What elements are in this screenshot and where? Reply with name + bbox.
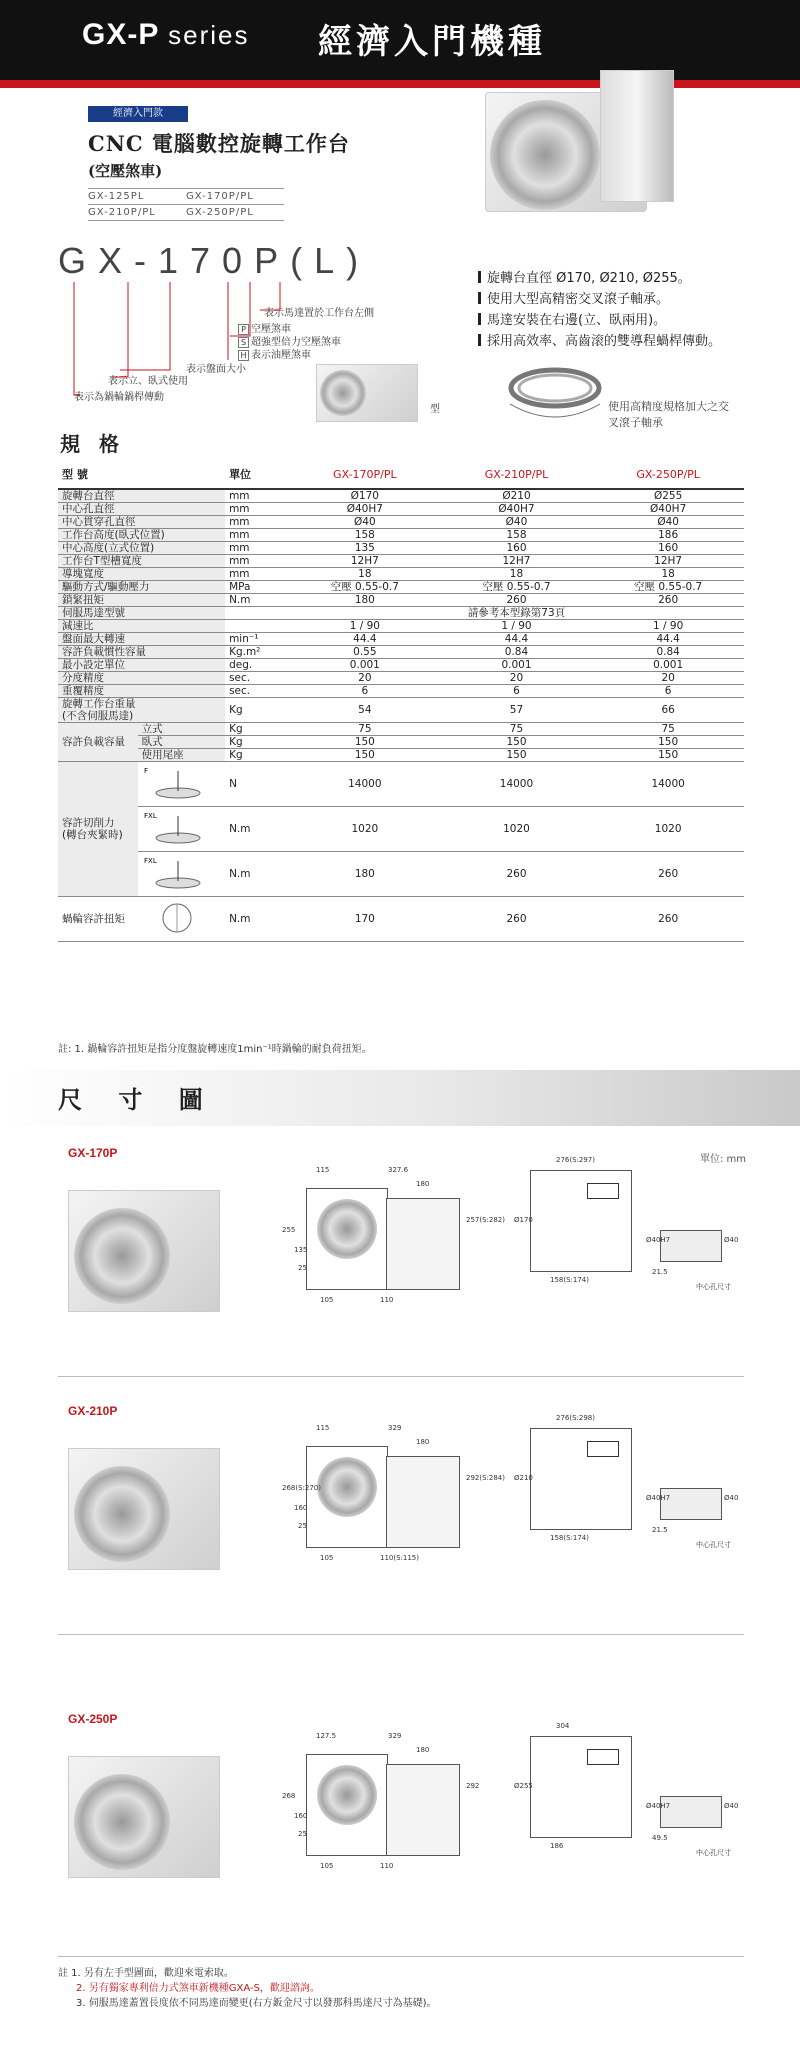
spec-unit: mm [225,503,289,516]
spec-name: 鎖緊扭矩 [58,594,225,607]
header-model-170: GX-170P/PL [289,462,441,489]
spec-row [58,489,744,503]
spec-title: 規 格 [60,432,125,456]
spec-value: 0.84 [441,646,593,659]
force-label: FXL [143,811,157,820]
dim-top-2: 329 [388,1424,402,1432]
spec-row [58,698,744,723]
spec-value: 6 [592,685,744,698]
spec-value: 12H7 [289,555,441,568]
spec-row [58,620,744,633]
dim-hole-through: Ø40 [724,1236,739,1244]
dim-side-bottom: 158(S:174) [550,1276,589,1284]
dims-unit: 單位: mm [700,1154,747,1165]
dim-left-3: 25 [298,1264,307,1272]
force-diagram [138,807,225,852]
dim-top-3: 180 [416,1438,430,1446]
dim-separator [58,1634,744,1635]
spec-unit: mm [225,489,289,503]
spec-value: 160 [441,542,593,555]
spec-value: 150 [289,736,441,749]
dim-center-label: 中心孔尺寸 [696,1283,731,1291]
dim-right-height: 292 [466,1782,480,1790]
dim-top-1: 127.5 [316,1732,337,1740]
legend-worm: 表示為鍋輪鍋桿傳動 [74,392,164,403]
worm-name: 蝸輪容許扭矩 [58,897,138,942]
dim-product-disc [74,1208,170,1304]
dim-center-label: 中心孔尺寸 [696,1849,731,1857]
spec-value: 180 [289,594,441,607]
model-cell: GX-210P/PL [88,207,156,218]
legend-size: 表示盤面大小 [186,364,246,375]
small-product-disc [320,370,366,416]
spec-value: 44.4 [592,633,744,646]
spec-value: 1 / 90 [592,620,744,633]
dim-product-disc [74,1466,170,1562]
spec-value: Ø40 [289,516,441,529]
spec-row [58,646,744,659]
spec-name: 中心孔直徑 [58,503,225,516]
spec-unit: Kg [225,749,289,762]
spec-name: 重覆精度 [58,685,225,698]
spec-row [58,529,744,542]
spec-value: Ø40H7 [592,503,744,516]
spec-unit: Kg [225,698,289,723]
footer-note-3: 3. 伺服馬達蓋置長度依不同馬達而變更(右方鈑金尺寸以發那科馬達尺寸為基礎)。 [76,1998,437,2009]
feature-item: 使用大型高精密交叉滾子軸承。 [478,289,721,310]
spec-name: 旋轉台直徑 [58,489,225,503]
force-icon [142,808,212,848]
spec-value: 空壓 0.55-0.7 [441,581,593,594]
spec-value: 44.4 [289,633,441,646]
dim-left-1: 268(S:270) [282,1484,321,1492]
spec-name: 中心貫穿孔直徑 [58,516,225,529]
weight-name: 旋轉工作台重量 [62,698,136,710]
spec-unit [225,620,289,633]
spec-value: Ø255 [592,489,744,503]
dim-motor-view [386,1764,460,1856]
dim-separator [58,1376,744,1377]
spec-value: 44.4 [441,633,593,646]
spec-name: 中心高度(立式位置) [58,542,225,555]
spec-name: 驅動方式/驅動壓力 [58,581,225,594]
model-code: GX-170P(L) [58,240,371,281]
header-model: 型 號 [58,462,225,489]
spec-value: 150 [441,749,593,762]
spec-unit: mm [225,529,289,542]
spec-value: 150 [289,749,441,762]
spec-row [58,659,744,672]
dim-nameplate [587,1441,619,1457]
dim-side-view [530,1170,632,1272]
dim-front-disc [317,1457,377,1517]
dim-front-view [306,1188,388,1290]
spec-value: 1 / 90 [289,620,441,633]
dim-top-2: 327.6 [388,1166,409,1174]
legend-motor-left: 表示馬達置於工作台左側 [264,308,374,319]
model-cell: GX-250P/PL [186,207,254,218]
spec-name: 減速比 [58,620,225,633]
spec-name: 工作台T型槽寬度 [58,555,225,568]
dim-left-2: 135 [294,1246,308,1254]
spec-name: 分度精度 [58,672,225,685]
dim-center-label: 中心孔尺寸 [696,1541,731,1549]
spec-value: 6 [441,685,593,698]
spec-value: Ø40H7 [289,503,441,516]
page-title: 經濟入門機種 [318,22,546,62]
dim-top-2: 329 [388,1732,402,1740]
spec-value: 18 [441,568,593,581]
feature-list [478,268,721,352]
spec-unit: mm [225,568,289,581]
dim-side-width: 276(S:298) [556,1414,595,1422]
spec-unit: mm [225,542,289,555]
dim-diameter: Ø210 [514,1474,533,1482]
spec-unit: N.m [225,852,289,897]
cut-name-1: 容許切削力 [62,817,115,829]
spec-unit: sec. [225,685,289,698]
spec-value: 20 [592,672,744,685]
dim-left-1: 268 [282,1792,296,1800]
dim-hole-dia: Ø40H7 [646,1236,671,1244]
spec-row [58,555,744,568]
spec-row [58,685,744,698]
dim-hole-depth: 49.5 [652,1834,668,1842]
legend-s-box: S [238,337,249,348]
spec-row [58,749,744,762]
load-sub: 使用尾座 [138,749,225,762]
spec-row [58,897,744,942]
spec-value: 170 [289,897,441,942]
dim-hole-view [660,1230,722,1262]
series-word: series [168,20,250,50]
spec-unit: N [225,762,289,807]
feature-item: 旋轉台直徑 Ø170, Ø210, Ø255。 [478,268,721,289]
spec-unit [225,607,289,620]
force-icon [142,763,212,803]
spec-name: 盤面最大轉速 [58,633,225,646]
spec-value: 1 / 90 [441,620,593,633]
spec-header-row [58,462,744,489]
spec-value: 20 [289,672,441,685]
dim-motor-view [386,1198,460,1290]
spec-unit: sec. [225,672,289,685]
spec-unit: Kg.m² [225,646,289,659]
spec-value: 150 [441,736,593,749]
legend-h-box: H [238,350,249,361]
spec-value: 186 [592,529,744,542]
spec-table [58,462,744,942]
spec-value: 158 [289,529,441,542]
load-sub: 臥式 [138,736,225,749]
dim-left-1: 255 [282,1226,296,1234]
force-diagram [138,852,225,897]
spec-row [58,852,744,897]
dim-side-bottom: 158(S:174) [550,1534,589,1542]
spec-value: 14000 [441,762,593,807]
dim-top-3: 180 [416,1180,430,1188]
spec-unit: deg. [225,659,289,672]
spec-value: Ø40 [441,516,593,529]
dim-bottom-1: 105 [320,1554,334,1562]
product-subtitle: (空壓煞車) [88,162,163,180]
worm-diagram [138,897,225,942]
spec-value: 0.84 [592,646,744,659]
dim-front-view [306,1446,388,1548]
worm-icon [142,898,212,938]
spec-value: 260 [592,897,744,942]
spec-row [58,672,744,685]
dim-bottom-2: 110 [380,1296,394,1304]
spec-row [58,736,744,749]
spec-unit: Kg [225,736,289,749]
spec-note: 註: 1. 鍋輪容許扭矩是指分度盤旋轉速度1min⁻¹時鍋輪的耐負荷扭矩。 [58,1044,372,1055]
bearing-label: 使用高精度規格加大之交叉滾子軸承 [608,400,729,429]
spec-row [58,633,744,646]
spec-value: 14000 [289,762,441,807]
dim-hole-depth: 21.5 [652,1526,668,1534]
force-icon [142,853,212,893]
dim-product-disc [74,1774,170,1870]
dim-nameplate [587,1183,619,1199]
dim-motor-view [386,1456,460,1548]
spec-value: 12H7 [441,555,593,568]
spec-value: 66 [592,698,744,723]
product-photo-body [600,70,674,202]
spec-value: 260 [592,852,744,897]
spec-value: 180 [289,852,441,897]
dim-separator [58,1956,744,1957]
category-tag: 經濟入門款 [88,106,188,122]
legend-p-box: P [238,324,249,335]
header-model-210: GX-210P/PL [441,462,593,489]
spec-name [58,698,225,723]
dim-right-height: 257(S:282) [466,1216,505,1224]
spec-unit: mm [225,516,289,529]
spec-value: 0.001 [592,659,744,672]
spec-row [58,503,744,516]
cut-name-2: (轉台夾緊時) [62,829,123,841]
spec-value: 18 [592,568,744,581]
spec-value: 0.001 [289,659,441,672]
spec-name: 導塊寬度 [58,568,225,581]
spec-row [58,568,744,581]
load-name: 容許負載容量 [58,723,138,762]
load-sub: 立式 [138,723,225,736]
spec-row [58,542,744,555]
red-divider [0,80,800,88]
header-unit: 單位 [225,462,289,489]
dim-hole-through: Ø40 [724,1802,739,1810]
spec-value: 空壓 0.55-0.7 [592,581,744,594]
spec-row [58,516,744,529]
spec-value: 54 [289,698,441,723]
spec-value: 260 [592,594,744,607]
spec-row [58,807,744,852]
spec-value: 0.001 [441,659,593,672]
spec-value: 150 [592,749,744,762]
force-label: F [143,766,148,775]
dim-side-view [530,1428,632,1530]
dim-front-disc [317,1199,377,1259]
dim-front-view [306,1754,388,1856]
feature-item: 馬達安裝在右邊(立、臥兩用)。 [478,310,721,331]
dim-front-disc [317,1765,377,1825]
spec-value: 75 [592,723,744,736]
dim-side-bottom: 186 [550,1842,564,1850]
dim-left-2: 160 [294,1812,308,1820]
cut-name [58,762,138,897]
spec-unit: Kg [225,723,289,736]
spec-name: 最小設定單位 [58,659,225,672]
weight-name-2: (不含伺服馬達) [62,710,134,722]
spec-value: 6 [289,685,441,698]
spec-unit: mm [225,555,289,568]
footer-note-1: 註 1. 另有左手型圖面，歡迎來電索取。 [58,1968,234,1979]
dim-hole-dia: Ø40H7 [646,1494,671,1502]
spec-value: 57 [441,698,593,723]
dim-bottom-1: 105 [320,1296,334,1304]
dim-right-height: 292(S:284) [466,1474,505,1482]
spec-value: 150 [592,736,744,749]
spec-value: 12H7 [592,555,744,568]
dim-model-label: GX-250P [68,1712,118,1726]
force-label: FXL [143,856,157,865]
dim-nameplate [587,1749,619,1765]
spec-value: 158 [441,529,593,542]
dim-hole-view [660,1796,722,1828]
spec-value: Ø40H7 [441,503,593,516]
spec-value: 1020 [441,807,593,852]
spec-value: 18 [289,568,441,581]
spec-value: 160 [592,542,744,555]
dim-diameter: Ø170 [514,1216,533,1224]
dim-hole-view [660,1488,722,1520]
spec-row [58,594,744,607]
dim-side-width: 304 [556,1722,570,1730]
model-cell: GX-125PL [88,191,145,202]
spec-unit: N.m [225,807,289,852]
spec-row [58,607,744,620]
spec-row [58,762,744,807]
dim-left-2: 160 [294,1504,308,1512]
dims-title: 尺 寸 圖 [58,1085,217,1114]
product-title: CNC 電腦數控旋轉工作台 [88,131,350,156]
dim-side-view [530,1736,632,1838]
spec-row [58,723,744,736]
dim-left-3: 25 [298,1830,307,1838]
header-model-250: GX-250P/PL [592,462,744,489]
dim-top-1: 115 [316,1424,330,1432]
dim-hole-through: Ø40 [724,1494,739,1502]
spec-value: 135 [289,542,441,555]
dim-left-3: 25 [298,1522,307,1530]
dim-bottom-2: 110 [380,1862,394,1870]
legend-s: S 超強型倍力空壓煞車 [238,333,341,348]
spec-value: Ø40 [592,516,744,529]
dim-diameter: Ø255 [514,1782,533,1790]
spec-value: 空壓 0.55-0.7 [289,581,441,594]
spec-value: 75 [441,723,593,736]
dim-hole-depth: 21.5 [652,1268,668,1276]
model-grid [88,188,284,221]
spec-value: 260 [441,594,593,607]
spec-value: 260 [441,897,593,942]
spec-value: 0.55 [289,646,441,659]
dim-model-label: GX-210P [68,1404,118,1418]
spec-value: 請參考本型錄第73頁 [289,607,744,620]
dim-bottom-2: 110(S:115) [380,1554,419,1562]
spec-value: 14000 [592,762,744,807]
spec-unit: MPa [225,581,289,594]
legend-p: P 空壓煞車 [238,320,291,335]
dim-bottom-1: 105 [320,1862,334,1870]
spec-value: 75 [289,723,441,736]
spec-value: 1020 [592,807,744,852]
force-diagram [138,762,225,807]
legend-vh: 表示立、臥式使用 [108,376,188,387]
dim-model-label: GX-170P [68,1146,118,1160]
dim-side-width: 276(S:297) [556,1156,595,1164]
footer-note-2: 2. 另有獨家專利倍力式煞車新機種GXA-S，歡迎諮詢。 [76,1983,320,1994]
series-name: GX-P series [82,18,250,51]
spec-unit: min⁻¹ [225,633,289,646]
dim-top-1: 115 [316,1166,330,1174]
legend-h: H 表示油壓煞車 [238,346,311,361]
spec-value: 1020 [289,807,441,852]
product-photo-disc [490,100,600,210]
spec-unit: N.m [225,594,289,607]
spec-name: 伺服馬達型號 [58,607,225,620]
dim-hole-dia: Ø40H7 [646,1802,671,1810]
model-cell: GX-170P/PL [186,191,254,202]
spec-value: 260 [441,852,593,897]
spec-name: 容許負載慣性容量 [58,646,225,659]
legend-type: 型 [430,404,440,415]
spec-value: 20 [441,672,593,685]
bearing-illustration [500,360,610,420]
dim-top-3: 180 [416,1746,430,1754]
spec-value: Ø170 [289,489,441,503]
feature-item: 採用高效率、高齒滚的雙導程蝸桿傳動。 [478,331,721,352]
footer-notes [58,1966,437,2011]
spec-unit: N.m [225,897,289,942]
spec-name: 工作台高度(臥式位置) [58,529,225,542]
spec-value: Ø210 [441,489,593,503]
spec-row [58,581,744,594]
